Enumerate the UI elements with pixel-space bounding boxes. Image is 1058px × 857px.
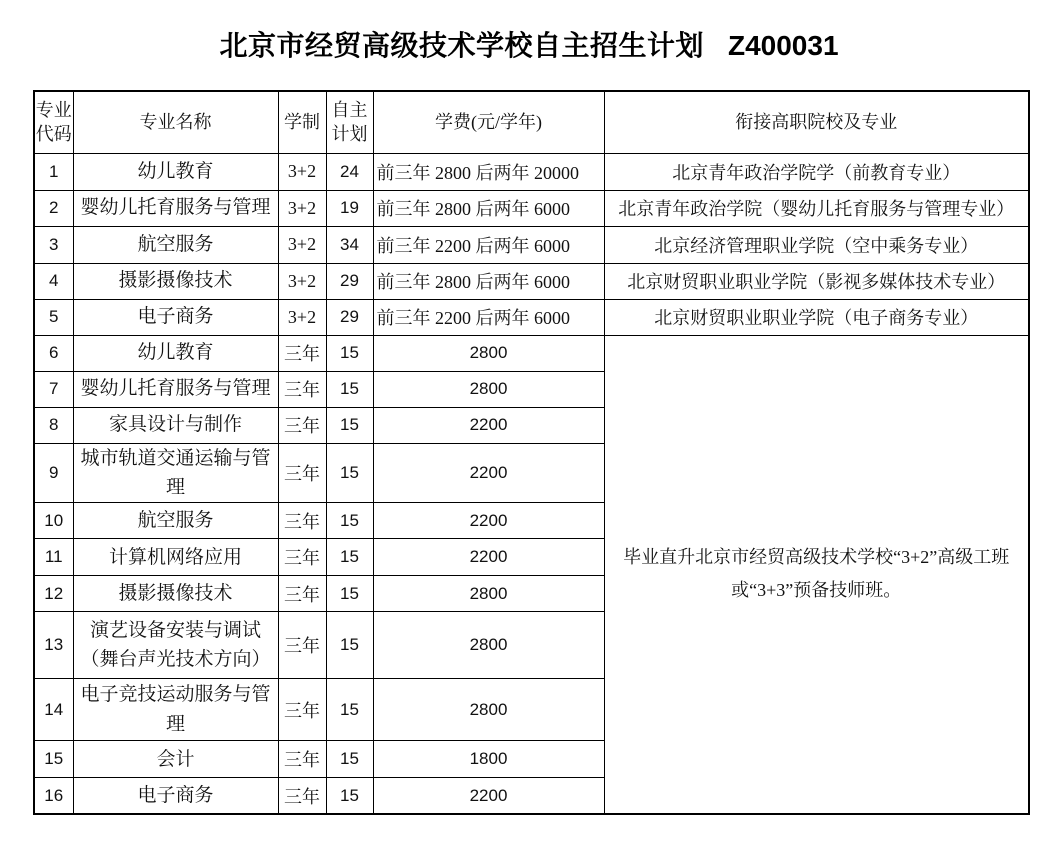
major-name-cell: 会计 xyxy=(73,741,278,778)
plan-cell: 15 xyxy=(326,335,373,371)
plan-cell: 15 xyxy=(326,503,373,539)
merged-college-note-cell xyxy=(604,335,1029,814)
header-major-name: 专业名称 xyxy=(73,91,278,153)
duration-cell: 3+2 xyxy=(278,263,326,299)
major-code-cell: 6 xyxy=(34,335,73,371)
table-row xyxy=(34,190,1029,226)
tuition-cell: 前三年 2800 后两年 20000 xyxy=(373,153,604,190)
page xyxy=(0,24,1058,815)
plan-cell: 15 xyxy=(326,778,373,814)
plan-cell: 15 xyxy=(326,612,373,679)
major-code-cell: 11 xyxy=(34,539,73,576)
table-row xyxy=(34,226,1029,263)
major-name-cell: 摄影摄像技术 xyxy=(73,576,278,612)
duration-cell: 三年 xyxy=(278,503,326,539)
tuition-cell: 前三年 2200 后两年 6000 xyxy=(373,226,604,263)
tuition-cell: 2200 xyxy=(373,443,604,503)
duration-cell: 3+2 xyxy=(278,190,326,226)
header-major-code: 专业代码 xyxy=(34,91,73,153)
tuition-cell: 前三年 2800 后两年 6000 xyxy=(373,190,604,226)
major-code-cell: 2 xyxy=(34,190,73,226)
plan-cell: 15 xyxy=(326,576,373,612)
admission-plan-table xyxy=(33,90,1030,815)
major-code-cell: 8 xyxy=(34,407,73,443)
tuition-cell: 2800 xyxy=(373,371,604,407)
duration-cell: 三年 xyxy=(278,335,326,371)
major-code-cell: 1 xyxy=(34,153,73,190)
duration-cell: 3+2 xyxy=(278,299,326,335)
plan-cell: 34 xyxy=(326,226,373,263)
page-title xyxy=(0,24,1058,64)
major-name-cell: 城市轨道交通运输与管理 xyxy=(73,443,278,503)
college-cell: 北京财贸职业职业学院（影视多媒体技术专业） xyxy=(604,263,1029,299)
duration-cell: 三年 xyxy=(278,741,326,778)
header-duration: 学制 xyxy=(278,91,326,153)
tuition-cell: 前三年 2800 后两年 6000 xyxy=(373,263,604,299)
merged-college-note: 毕业直升北京市经贸高级技术学校“3+2”高级工班或“3+3”预备技师班。 xyxy=(623,547,1010,601)
tuition-cell: 2200 xyxy=(373,503,604,539)
title-code: Z400031 xyxy=(727,30,839,61)
major-code-cell: 15 xyxy=(34,741,73,778)
tuition-cell: 2200 xyxy=(373,778,604,814)
major-name-cell: 婴幼儿托育服务与管理 xyxy=(73,371,278,407)
plan-cell: 29 xyxy=(326,299,373,335)
major-code-cell: 16 xyxy=(34,778,73,814)
table-row xyxy=(34,263,1029,299)
duration-cell: 三年 xyxy=(278,443,326,503)
college-cell: 北京青年政治学院学（前教育专业） xyxy=(604,153,1029,190)
major-name-cell: 计算机网络应用 xyxy=(73,539,278,576)
major-code-cell: 5 xyxy=(34,299,73,335)
major-name-cell: 电子商务 xyxy=(73,778,278,814)
major-name-cell: 电子竞技运动服务与管理 xyxy=(73,679,278,741)
major-code-cell: 10 xyxy=(34,503,73,539)
college-cell: 北京经济管理职业学院（空中乘务专业） xyxy=(604,226,1029,263)
duration-cell: 三年 xyxy=(278,407,326,443)
duration-cell: 3+2 xyxy=(278,226,326,263)
major-name-cell: 幼儿教育 xyxy=(73,153,278,190)
plan-cell: 15 xyxy=(326,741,373,778)
plan-cell: 15 xyxy=(326,443,373,503)
major-code-cell: 9 xyxy=(34,443,73,503)
duration-cell: 三年 xyxy=(278,778,326,814)
header-plan: 自主计划 xyxy=(326,91,373,153)
tuition-cell: 2200 xyxy=(373,539,604,576)
major-name-cell: 幼儿教育 xyxy=(73,335,278,371)
major-name-cell: 家具设计与制作 xyxy=(73,407,278,443)
duration-cell: 3+2 xyxy=(278,153,326,190)
plan-cell: 15 xyxy=(326,679,373,741)
plan-cell: 15 xyxy=(326,371,373,407)
major-name-cell: 电子商务 xyxy=(73,299,278,335)
plan-cell: 15 xyxy=(326,407,373,443)
major-code-cell: 12 xyxy=(34,576,73,612)
duration-cell: 三年 xyxy=(278,371,326,407)
duration-cell: 三年 xyxy=(278,612,326,679)
major-name-cell: 摄影摄像技术 xyxy=(73,263,278,299)
major-name-cell: 演艺设备安装与调试（舞台声光技术方向） xyxy=(73,612,278,679)
duration-cell: 三年 xyxy=(278,576,326,612)
major-code-cell: 4 xyxy=(34,263,73,299)
tuition-cell: 2800 xyxy=(373,612,604,679)
tuition-cell: 2800 xyxy=(373,576,604,612)
tuition-cell: 前三年 2200 后两年 6000 xyxy=(373,299,604,335)
header-tuition: 学费(元/学年) xyxy=(373,91,604,153)
college-cell: 北京财贸职业职业学院（电子商务专业） xyxy=(604,299,1029,335)
table-row xyxy=(34,153,1029,190)
major-name-cell: 婴幼儿托育服务与管理 xyxy=(73,190,278,226)
major-code-cell: 3 xyxy=(34,226,73,263)
plan-cell: 29 xyxy=(326,263,373,299)
plan-cell: 19 xyxy=(326,190,373,226)
major-code-cell: 13 xyxy=(34,612,73,679)
title-text: 北京市经贸高级技术学校自主招生计划 xyxy=(219,30,704,61)
major-name-cell: 航空服务 xyxy=(73,226,278,263)
table-row xyxy=(34,335,1029,371)
table-row xyxy=(34,299,1029,335)
table-header-row xyxy=(34,91,1029,153)
tuition-cell: 2800 xyxy=(373,679,604,741)
major-code-cell: 7 xyxy=(34,371,73,407)
college-cell: 北京青年政治学院（婴幼儿托育服务与管理专业） xyxy=(604,190,1029,226)
plan-cell: 24 xyxy=(326,153,373,190)
major-name-cell: 航空服务 xyxy=(73,503,278,539)
header-college: 衔接高职院校及专业 xyxy=(604,91,1029,153)
duration-cell: 三年 xyxy=(278,539,326,576)
plan-cell: 15 xyxy=(326,539,373,576)
duration-cell: 三年 xyxy=(278,679,326,741)
tuition-cell: 2800 xyxy=(373,335,604,371)
major-code-cell: 14 xyxy=(34,679,73,741)
tuition-cell: 2200 xyxy=(373,407,604,443)
tuition-cell: 1800 xyxy=(373,741,604,778)
